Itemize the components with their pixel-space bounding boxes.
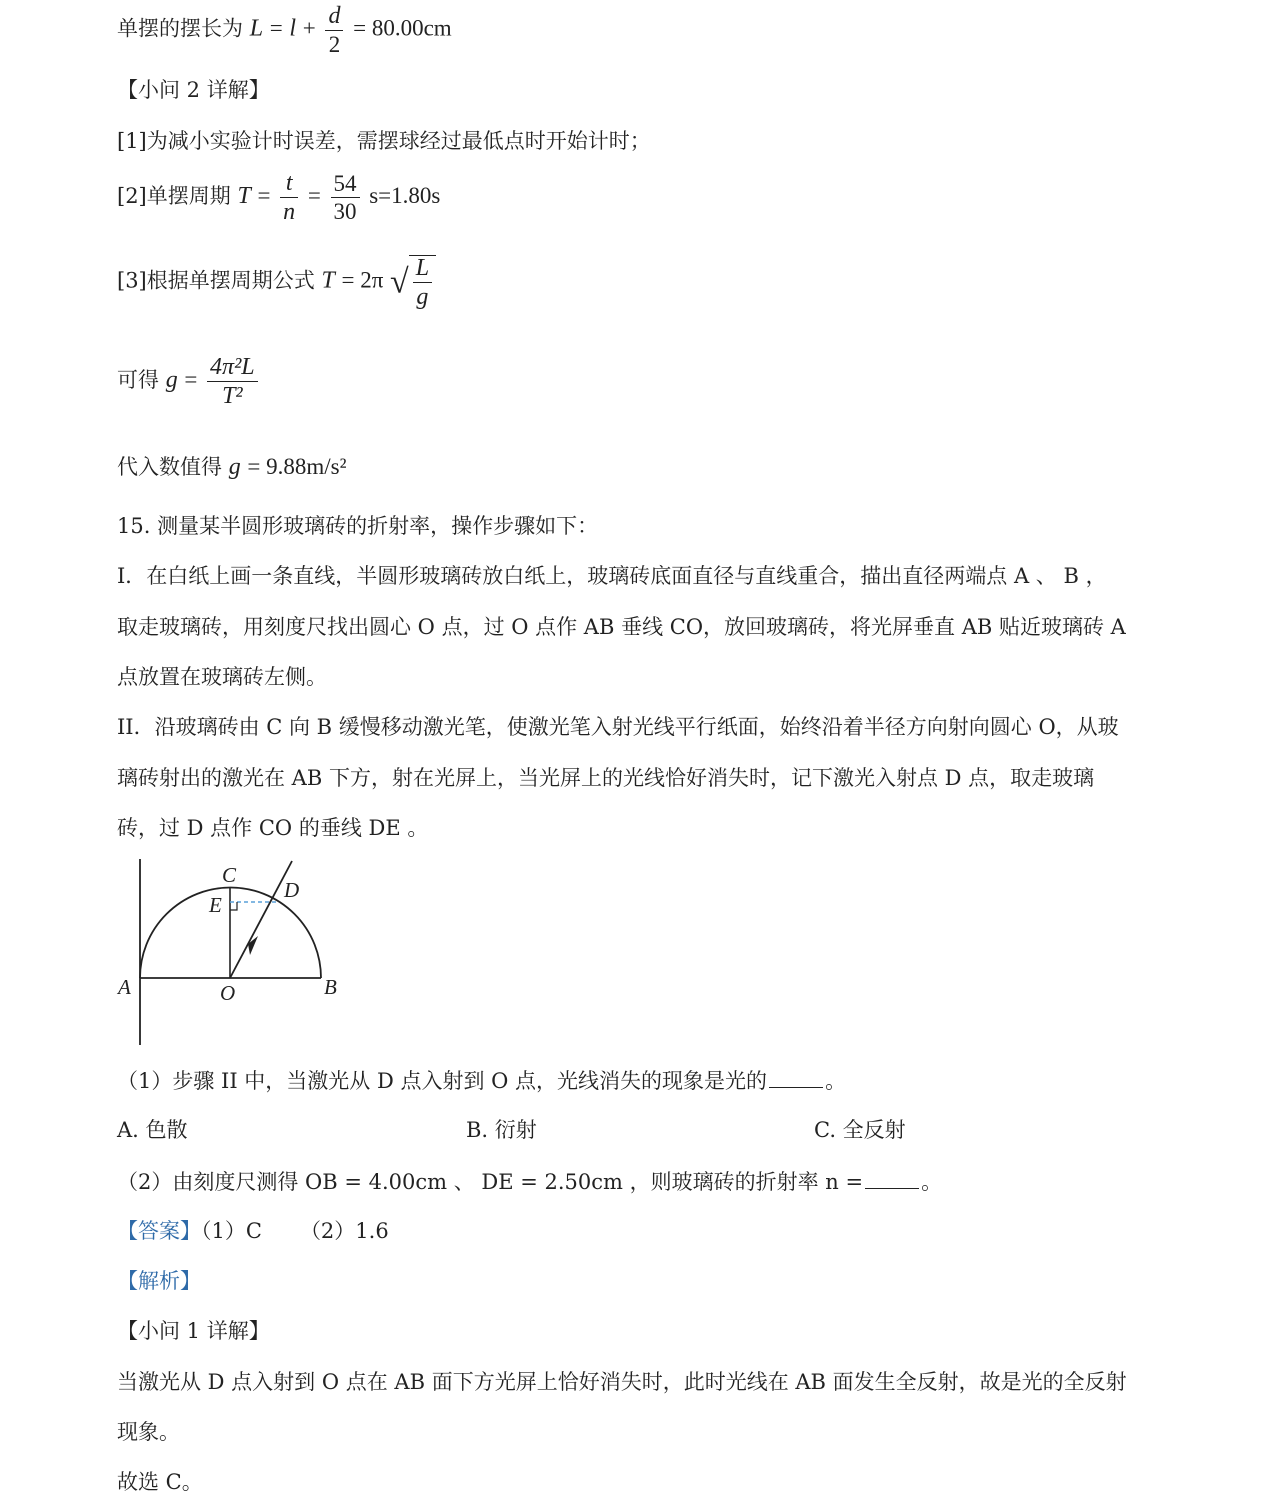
label-E: E: [209, 893, 222, 917]
answer-blank: [769, 1069, 823, 1088]
arrow-head-icon: [248, 936, 258, 955]
answer-blank: [865, 1170, 919, 1189]
option-A: A. 色散: [117, 1118, 188, 1142]
choose-line: 故选 C。: [117, 1470, 203, 1494]
var-l: l: [289, 15, 297, 42]
analysis-tag: 【解析】: [117, 1269, 201, 1293]
var-g: g: [165, 367, 178, 393]
step-1-line-a: I．在白纸上画一条直线，半圆形玻璃砖放白纸上，玻璃砖底面直径与直线重合，描出直径两端点 A 、 B ，: [117, 564, 1107, 588]
label-C: C: [222, 863, 237, 887]
period-line: [117, 171, 440, 224]
subquestion-1-header: 【小问 1 详解】: [117, 1319, 270, 1343]
sub-question-2: [117, 1170, 942, 1193]
fraction-g: $\frac{\text{4π²L}}{\text{T²}}$: [207, 355, 258, 408]
step-2-line-a: II．沿玻璃砖由 C 向 B 缓慢移动激光笔，使激光笔入射光线平行纸面，始终沿着半径方向射向圆心 O，从玻: [117, 715, 1119, 739]
text: （1）步骤 II 中，当激光从 D 点入射到 O 点，光线消失的现象是光的: [117, 1069, 768, 1093]
period: 。: [825, 1069, 847, 1093]
result: s=1.80s: [369, 183, 441, 208]
explanation-line-b: 现象。: [117, 1420, 180, 1444]
var-L: L: [249, 15, 264, 42]
pendulum-length-line: [117, 4, 452, 56]
sqrt-L-over-g: √ $\frac{L}{g}$: [390, 255, 436, 309]
answer-tag: 【答案】: [117, 1219, 201, 1243]
step-2-line-c: 砖，过 D 点作 CO 的垂线 DE 。: [117, 816, 429, 840]
fraction-54-over-30: $\frac{54}{30}$: [331, 172, 360, 223]
var-T: T: [237, 183, 251, 209]
text: [2]单摆周期: [117, 184, 231, 208]
option-B: B. 衍射: [466, 1118, 537, 1142]
formula-line: [117, 255, 436, 309]
label-A: A: [118, 975, 131, 999]
fraction-d-over-2: $\frac{d}{2}$: [325, 4, 343, 56]
option-C: C. 全反射: [814, 1118, 906, 1142]
text: 单摆的摆长为: [117, 16, 243, 41]
answer-2: （2）1.6: [299, 1219, 389, 1243]
g-value-line: [117, 455, 346, 479]
equals: =: [184, 367, 198, 392]
step-1-line-b: 取走玻璃砖，用刻度尺找出圆心 O 点，过 O 点作 AB 垂线 CO，放回玻璃砖，将光屏垂直 AB 贴近玻璃砖 A: [117, 615, 1126, 639]
explanation-line-a: 当激光从 D 点入射到 O 点在 AB 面下方光屏上恰好消失时，此时光线在 AB 面发生全反射，故是光的全反射: [117, 1370, 1127, 1394]
two-pi: = 2π: [341, 267, 384, 293]
var-g: g: [228, 454, 241, 480]
g-formula-line: [117, 355, 261, 408]
label-B: B: [324, 975, 337, 999]
plus: +: [302, 15, 316, 41]
label-O: O: [220, 981, 236, 1005]
text: （2）由刻度尺测得 OB = 4.00cm 、 DE = 2.50cm ，则玻璃砖的折射率 n =: [117, 1170, 864, 1194]
result: = 80.00cm: [353, 15, 452, 41]
sub-question-1: [117, 1069, 846, 1092]
answer-1: （1）C: [201, 1219, 262, 1243]
fraction-t-over-n: $\frac{t}{n}$: [280, 171, 298, 224]
equals: =: [307, 183, 321, 208]
text: 代入数值得: [117, 455, 222, 479]
text: 可得: [117, 368, 159, 392]
timing-step: [1]为减小实验计时误差，需摆球经过最低点时开始计时；: [117, 129, 651, 153]
laser-ray: [230, 861, 292, 978]
answer-line: [117, 1221, 389, 1242]
step-2-line-b: 璃砖射出的激光在 AB 下方，射在光屏上，当光屏上的光线恰好消失时，记下激光入射点 D 点，取走玻璃: [117, 766, 1095, 790]
label-D: D: [284, 878, 300, 902]
result: = 9.88m/s²: [247, 454, 347, 479]
equals: =: [257, 183, 271, 208]
text: [3]根据单摆周期公式: [117, 268, 315, 293]
right-angle-mark: [230, 902, 237, 910]
subquestion-2-header: 【小问 2 详解】: [117, 78, 270, 102]
question-15-title: 15. 测量某半圆形玻璃砖的折射率，操作步骤如下：: [117, 514, 599, 538]
semicircle-diagram: [112, 855, 352, 1055]
equals: =: [269, 15, 283, 41]
step-1-line-c: 点放置在玻璃砖左侧。: [117, 665, 327, 689]
period: 。: [921, 1170, 943, 1194]
var-T: T: [321, 267, 335, 294]
